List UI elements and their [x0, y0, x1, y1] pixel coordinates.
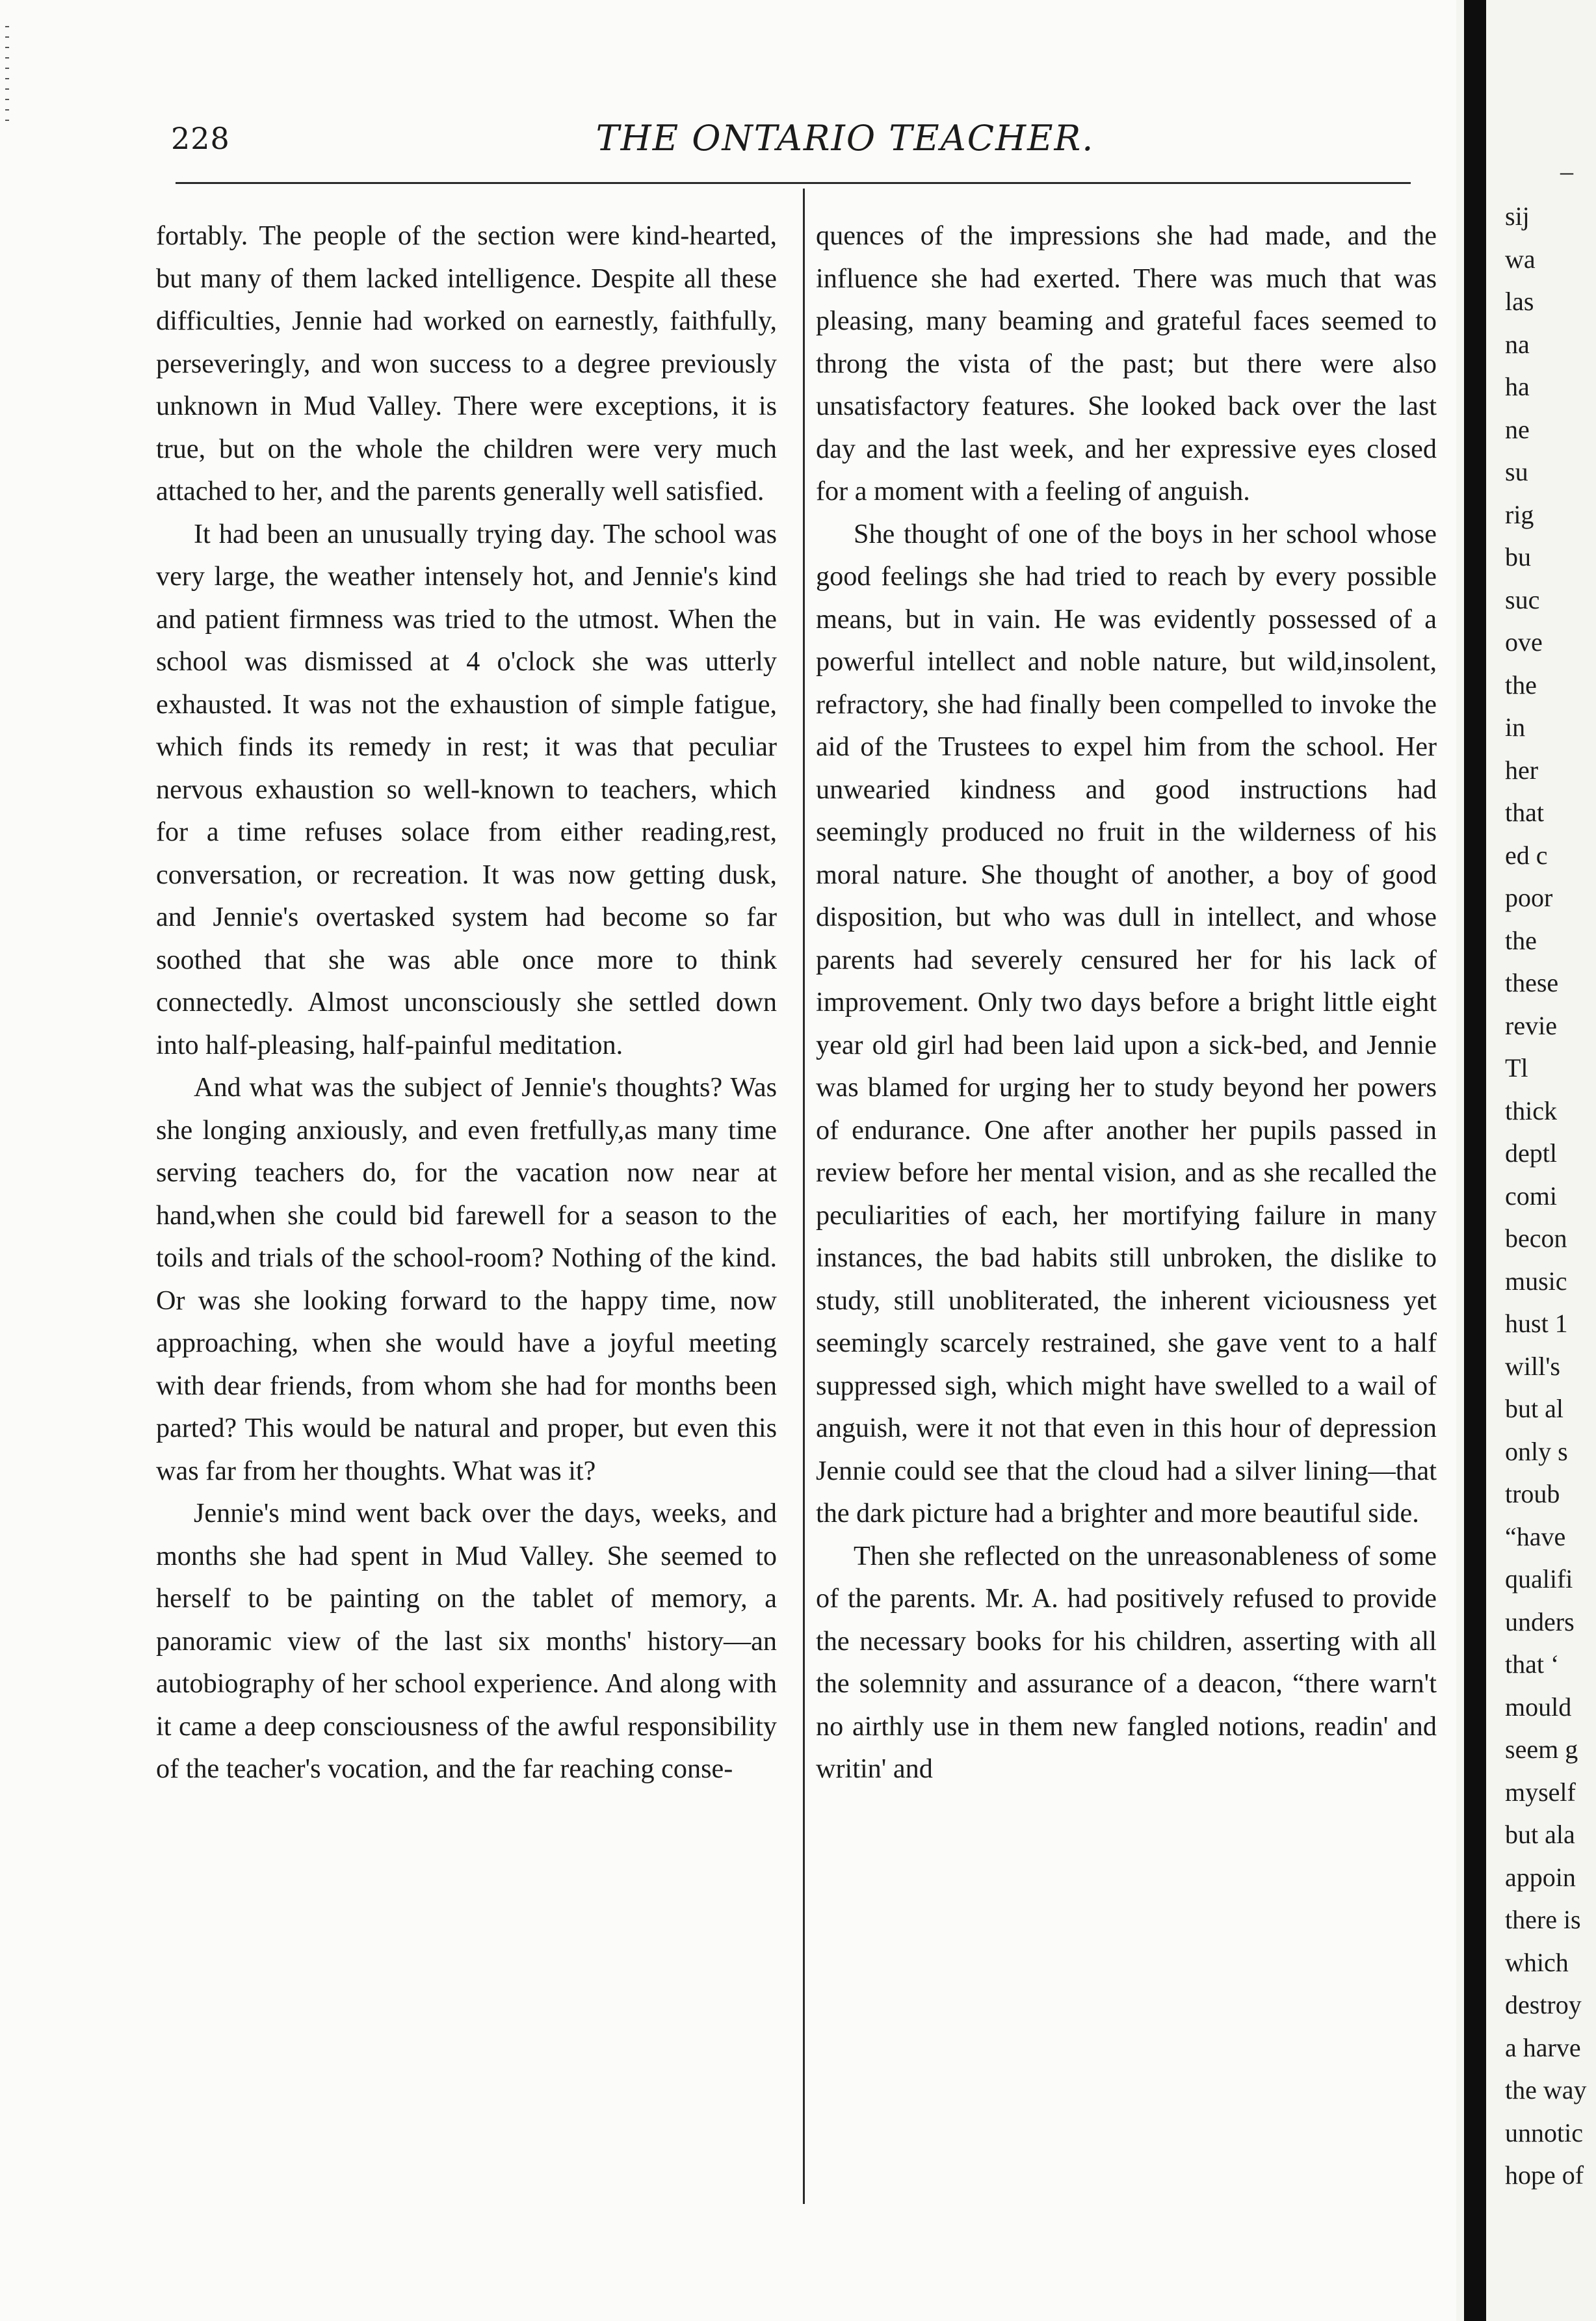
adjacent-page-fragment: seem g [1505, 1735, 1578, 1764]
column-divider [803, 189, 805, 2204]
adjacent-page-fragment: mould [1505, 1692, 1572, 1722]
header-rule [176, 182, 1411, 184]
paragraph: quences of the impressions she had made, and the influence she had exerted. There was much that was pleasing, many beaming and grateful faces seemed to throng the vista of the past; but there were also unsatisfactory features. She looked back over the last day and the last week, and her expressive eyes closed for a moment with a feeling of anguish. [816, 220, 1437, 506]
adjacent-page-fragment: rig [1505, 499, 1534, 529]
adjacent-page-fragment: hope of [1505, 2160, 1584, 2190]
adjacent-page-fragment: revie [1505, 1010, 1557, 1040]
paragraph: Then she reflected on the unreasonableness of some of the parents. Mr. A. had positively refused to provide the necessary books for his children, asserting with all the solemnity and assurance of a deacon, “there warn't no airthly use in them new fangled notions, readin' and writin' and [816, 1540, 1437, 1784]
adjacent-page-fragment: thick [1505, 1095, 1557, 1125]
adjacent-page-fragment: a harve [1505, 2032, 1581, 2062]
adjacent-page-fragment: na [1505, 329, 1530, 359]
adjacent-page-fragment: music [1505, 1266, 1567, 1296]
adjacent-page-dash: – [1560, 157, 1573, 186]
book-binding-gutter [1464, 0, 1486, 2321]
adjacent-page-fragment: the [1505, 670, 1537, 700]
adjacent-page-fragment: will's [1505, 1351, 1560, 1381]
paragraph: She thought of one of the boys in her school whose good feelings she had tried to reach by every possible means, but in vain. He was evidently possessed of a powerful intellect and noble nature, but wild,insolent, refractory, she had finally been compelled to invoke the aid of the Trustees to expel him from the school. Her unwearied kindness and good instructions had seemingly produced no fruit in the wilderness of his moral nature. She thought of another, a boy of good disposition, but who was dull in intellect, and whose parents had severely censured her for his lack of improvement. Only two days before a bright little eight year old girl had been laid upon a sick-bed, and Jennie was blamed for urging her to study beyond her powers of endurance. One after another her pupils passed in review before her mental vision, and as she recalled the peculiarities of each, her mortifying failure in many instances, the bad habits still unbroken, the dislike to study, still unobliterated, the inherent viciousness yet seemingly scarcely restrained, she gave vent to a half suppressed sigh, which might have swelled to a wail of anguish, were it not that even in this hour of depression Jennie could see that the cloud had a silver lining—that the dark picture had a brighter and more beautiful side. [816, 518, 1437, 1528]
adjacent-page-fragment: these [1505, 968, 1559, 997]
adjacent-page-fragment: becon [1505, 1224, 1567, 1253]
adjacent-page-fragment: ha [1505, 372, 1530, 401]
paragraph: It had been an unusually trying day. The school was very large, the weather intensely hot, and Jennie's kind and patient firmness was tried to the utmost. When the school was dismissed at 4 o'clock she was utterly exhausted. It was not the exhaustion of simple fatigue, which finds its remedy in rest; it was that peculiar nervous exhaustion so well-known to teachers, which for a time refuses solace from either reading,rest, conversation, or recreation. It was now getting dusk, and Jennie's overtasked system had become so far soothed that she was able once more to think connectedly. Almost unconsciously she settled down into half-pleasing, half-painful meditation. [156, 518, 777, 1060]
adjacent-page-fragment: appoin [1505, 1862, 1576, 1892]
adjacent-page-fragment: in [1505, 713, 1526, 742]
adjacent-page-fragment: ove [1505, 627, 1543, 657]
adjacent-page-fragment: ed c [1505, 840, 1548, 870]
adjacent-page-fragment: comi [1505, 1181, 1557, 1211]
adjacent-page-fragment: but ala [1505, 1820, 1575, 1849]
adjacent-page-fragment: poor [1505, 883, 1553, 912]
adjacent-page-fragment: only s [1505, 1436, 1568, 1466]
adjacent-page-fragment: unders [1505, 1606, 1575, 1636]
adjacent-page-fragment: that ‘ [1505, 1649, 1560, 1679]
adjacent-page-fragment: ne [1505, 414, 1530, 444]
adjacent-page-fragment: unnotic [1505, 2118, 1583, 2147]
adjacent-page-fragment: there is [1505, 1905, 1581, 1934]
paragraph: And what was the subject of Jennie's thoughts? Was she longing anxiously, and even fretfully,as many time serving teachers do, for the vacation now near at hand,when she could bid farewell for a season to the toils and trials of the school-room? Nothing of the kind. Or was she looking forward to the happy time, now approaching, when she would have a joyful meeting with dear friends, from whom she had for months been parted? This would be natural and proper, but even this was far from her thoughts. What was it? [156, 1072, 777, 1486]
adjacent-page-fragment: Tl [1505, 1053, 1528, 1082]
adjacent-page-fragment: which [1505, 1947, 1569, 1977]
running-head: THE ONTARIO TEACHER. [595, 118, 1095, 159]
adjacent-page-fragment: but al [1505, 1394, 1563, 1423]
paragraph: Jennie's mind went back over the days, weeks, and months she had spent in Mud Valley. She seemed to herself to be painting on the tablet of memory, a panoramic view of the last six months' history—an autobiography of her school experience. And along with it came a deep consciousness of the awful responsibility of the teacher's vocation, and the far reaching conse- [156, 1498, 777, 1784]
adjacent-page-fragment: bu [1505, 542, 1531, 571]
left-column [156, 215, 777, 1790]
adjacent-page-fragment: wa [1505, 244, 1536, 274]
adjacent-page-fragment: the way [1505, 2075, 1587, 2105]
adjacent-page-fragment: her [1505, 755, 1539, 785]
adjacent-page-fragment: qualifi [1505, 1564, 1573, 1593]
adjacent-page-fragment: hust 1 [1505, 1309, 1568, 1338]
paragraph: fortably. The people of the section were kind-hearted, but many of them lacked intelligence. Despite all these difficulties, Jennie had worked on earnestly, faithfully, perseveringly, and won success to a degree previously unknown in Mud Valley. There were exceptions, it is true, but on the whole the children were very much attached to her, and the parents generally well satisfied. [156, 220, 777, 506]
scan-margin-marks [1, 26, 13, 208]
adjacent-page-fragment: sij [1505, 202, 1530, 231]
adjacent-page-fragments [1505, 195, 1596, 2197]
adjacent-page-fragment: troub [1505, 1479, 1560, 1508]
adjacent-page-fragment: destroy [1505, 1990, 1582, 2019]
right-column [816, 215, 1437, 1790]
adjacent-page-fragment: su [1505, 457, 1528, 486]
adjacent-page-fragment: myself [1505, 1777, 1576, 1807]
adjacent-page-fragment: las [1505, 287, 1534, 316]
adjacent-page-fragment: suc [1505, 584, 1540, 614]
adjacent-page-fragment: deptl [1505, 1138, 1557, 1168]
page-number: 228 [171, 121, 230, 156]
adjacent-page-fragment: “have [1505, 1521, 1566, 1551]
adjacent-page-fragment: that [1505, 798, 1544, 827]
adjacent-page-fragment: the [1505, 925, 1537, 955]
